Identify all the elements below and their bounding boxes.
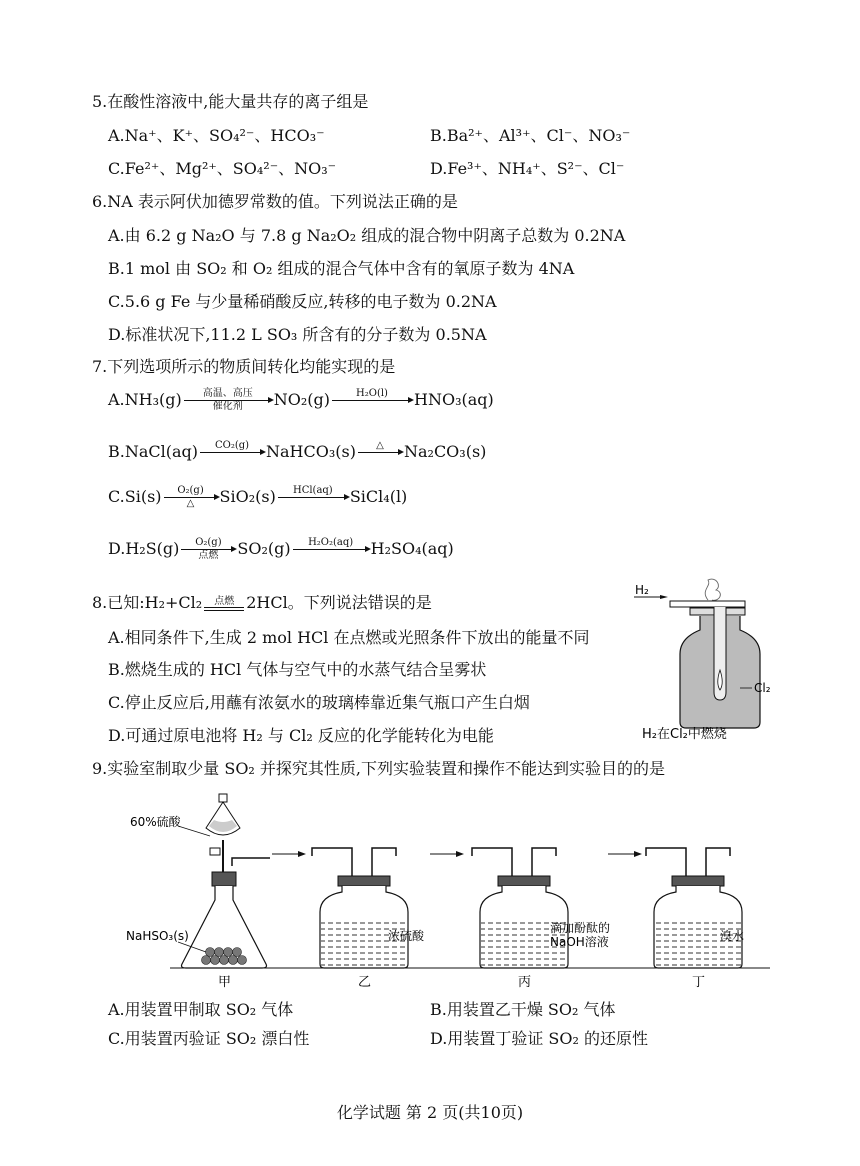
q5-option-b: B.Ba²⁺、Al³⁺、Cl⁻、NO₃⁻ [430, 126, 631, 145]
cl2-label: Cl₂ [754, 681, 771, 695]
arrow-condition-bottom [358, 453, 402, 465]
species: C.Si(s) [108, 487, 162, 506]
q6-option-c: C.5.6 g Fe 与少量稀硝酸反应,转移的电子数为 0.2NA [108, 292, 497, 311]
reaction-arrow [358, 440, 402, 465]
bottle3-label-line1: 滴加酚酞的 [550, 921, 611, 935]
q9-option-a: A.用装置甲制取 SO₂ 气体 [108, 1000, 294, 1019]
q9-option-b: B.用装置乙干燥 SO₂ 气体 [430, 1000, 616, 1019]
species: NO₂(g) [273, 390, 330, 409]
label-ding: 丁 [692, 975, 706, 990]
bottle2-label: 浓硫酸 [388, 929, 425, 943]
q8-stem-text: 2HCl。下列说法错误的是 [246, 593, 432, 612]
species: H₂SO₄(aq) [370, 539, 454, 558]
reaction-arrow [164, 485, 218, 510]
arrow-condition-bottom [332, 401, 412, 413]
q9-option-c: C.用装置丙验证 SO₂ 漂白性 [108, 1029, 310, 1048]
q6-option-a: A.由 6.2 g Na₂O 与 7.8 g Na₂O₂ 组成的混合物中阴离子总数为 0.2NA [108, 226, 626, 245]
bottle3-label-line2: NaOH溶液 [550, 935, 609, 949]
arrow-condition-top: HCl(aq) [292, 485, 333, 496]
arrow-condition-bottom: 点燃 [198, 550, 219, 561]
equals-condition [204, 596, 244, 611]
h2-label: H₂ [635, 583, 649, 597]
acid-label: 60%硫酸 [130, 815, 181, 829]
q7-stem: 7.下列选项所示的物质间转化均能实现的是 [92, 357, 396, 376]
bottle-bing [472, 848, 568, 968]
arrow-condition-bottom: △ [186, 498, 195, 509]
q6-option-d: D.标准状况下,11.2 L SO₃ 所含有的分子数为 0.5NA [108, 325, 487, 344]
species: HNO₃(aq) [414, 390, 494, 409]
q5-stem: 5.在酸性溶液中,能大量共存的离子组是 [92, 92, 369, 111]
q9-option-d: D.用装置丁验证 SO₂ 的还原性 [430, 1029, 649, 1048]
q8-option-b: B.燃烧生成的 HCl 气体与空气中的水蒸气结合呈雾状 [108, 660, 487, 679]
q6-option-b: B.1 mol 由 SO₂ 和 O₂ 组成的混合气体中含有的氧原子数为 4NA [108, 259, 575, 278]
reaction-arrow [181, 537, 235, 562]
arrow-condition-bottom [278, 498, 348, 510]
arrow-condition-top: O₂(g) [177, 485, 204, 496]
so2-apparatus-figure [120, 782, 780, 992]
reaction-arrow [200, 440, 264, 465]
q5-option-a: A.Na⁺、K⁺、SO₄²⁻、HCO₃⁻ [108, 126, 325, 145]
arrow-condition-bottom [200, 453, 264, 465]
species: SiO₂(s) [219, 487, 276, 506]
q5-option-d: D.Fe³⁺、NH₄⁺、S²⁻、Cl⁻ [430, 159, 625, 178]
arrow-condition-top: H₂O(l) [356, 388, 388, 399]
q8-stem [92, 592, 432, 614]
arrow-condition-top: O₂(g) [195, 537, 222, 548]
reaction-arrow [184, 388, 272, 413]
species: Na₂CO₃(s) [403, 442, 487, 461]
bottle-yi [312, 848, 408, 968]
species: SiCl₄(l) [349, 487, 408, 506]
q8-option-c: C.停止反应后,用蘸有浓氨水的玻璃棒靠近集气瓶口产生白烟 [108, 693, 530, 712]
bottle4-label: 溴水 [720, 929, 745, 943]
q7-option-b [108, 440, 486, 465]
bottle-ding [646, 848, 745, 968]
species: NaHCO₃(s) [266, 442, 356, 461]
arrow-condition-top: △ [376, 440, 384, 451]
equals-condition-label: 点燃 [214, 596, 235, 607]
species: D.H₂S(g) [108, 539, 180, 558]
arrow-condition-bottom [293, 550, 369, 562]
arrow-condition-bottom: 催化剂 [212, 401, 243, 412]
species: SO₂(g) [237, 539, 291, 558]
q9-stem: 9.实验室制取少量 SO₂ 并探究其性质,下列实验装置和操作不能达到实验目的的是 [92, 759, 666, 778]
q8-stem-equation: 8.已知:H₂+Cl₂ [92, 593, 203, 612]
reaction-arrow [332, 388, 412, 413]
species: A.NH₃(g) [108, 390, 182, 409]
page-footer: 化学试题 第 2 页(共10页) [336, 1103, 524, 1122]
arrow-condition-top: 高温、高压 [202, 388, 253, 399]
solid-label: NaHSO₃(s) [126, 929, 189, 943]
arrow-condition-top: CO₂(g) [214, 440, 250, 451]
label-jia: 甲 [218, 975, 232, 990]
q7-option-c [108, 485, 407, 510]
q7-option-d [108, 537, 454, 562]
label-yi: 乙 [358, 975, 372, 990]
figure-caption: H₂在Cl₂中燃烧 [642, 727, 727, 742]
q5-option-c: C.Fe²⁺、Mg²⁺、SO₄²⁻、NO₃⁻ [108, 159, 337, 178]
q8-option-a: A.相同条件下,生成 2 mol HCl 在点燃或光照条件下放出的能量不同 [108, 628, 590, 647]
q8-option-d: D.可通过原电池将 H₂ 与 Cl₂ 反应的化学能转化为电能 [108, 726, 494, 745]
q7-option-a [108, 388, 494, 413]
species: B.NaCl(aq) [108, 442, 199, 461]
reaction-arrow [278, 485, 348, 510]
h2-cl2-apparatus-figure [630, 572, 780, 742]
arrow-condition-top: H₂O₂(aq) [308, 537, 354, 548]
reaction-arrow [293, 537, 369, 562]
q6-stem: 6.NA 表示阿伏加德罗常数的值。下列说法正确的是 [92, 192, 458, 211]
label-bing: 丙 [518, 975, 532, 990]
